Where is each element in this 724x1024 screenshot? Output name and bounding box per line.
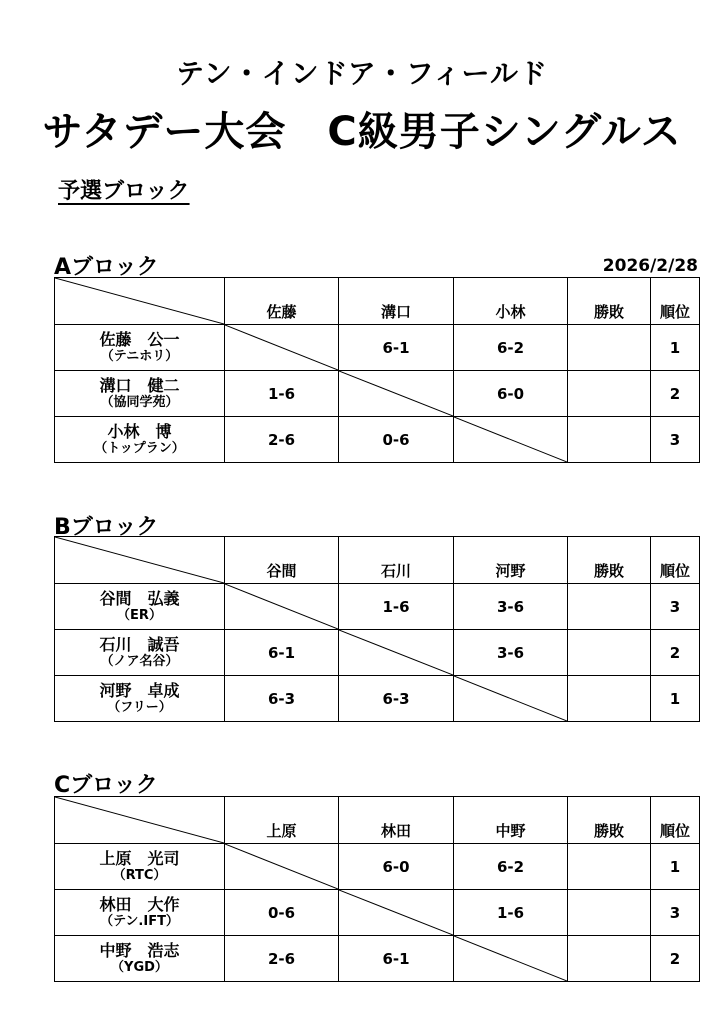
winloss-cell (568, 417, 651, 463)
column-header: 石川 (339, 537, 454, 584)
diagonal-line (55, 537, 224, 583)
column-header: 上原 (225, 797, 339, 844)
self-match-cell (225, 325, 339, 371)
score-cell: 1-6 (454, 890, 568, 936)
corner-cell (55, 278, 225, 325)
block-table-a (54, 277, 700, 463)
player-cell (55, 371, 225, 417)
player-name: 林田 大作 (99, 895, 180, 914)
self-match-cell (225, 584, 339, 630)
score-cell: 6-1 (339, 325, 454, 371)
self-match-cell (454, 936, 568, 982)
column-header: 佐藤 (225, 278, 339, 325)
column-header: 溝口 (339, 278, 454, 325)
diagonal-line (339, 630, 453, 675)
diagonal-line (339, 371, 453, 416)
player-club: （テン.IFT） (100, 914, 179, 929)
player-club: （ノア名谷） (100, 654, 179, 669)
table-row (55, 936, 700, 982)
winloss-cell (568, 890, 651, 936)
table-row (55, 325, 700, 371)
self-match-cell (339, 890, 454, 936)
score-cell: 6-1 (225, 630, 339, 676)
player-name: 谷間 弘義 (99, 589, 180, 608)
corner-cell (55, 537, 225, 584)
winloss-cell (568, 676, 651, 722)
winloss-cell (568, 630, 651, 676)
block-table-b (54, 536, 700, 722)
diagonal-line (225, 844, 338, 889)
player-club: （ER） (117, 608, 162, 623)
player-name: 河野 卓成 (99, 681, 180, 700)
score-cell: 2-6 (225, 936, 339, 982)
winloss-cell (568, 936, 651, 982)
rank-cell: 2 (651, 371, 700, 417)
player-cell (55, 890, 225, 936)
column-header: 谷間 (225, 537, 339, 584)
table-row (55, 584, 700, 630)
self-match-cell (339, 630, 454, 676)
column-header: 河野 (454, 537, 568, 584)
diagonal-line (339, 890, 453, 935)
diagonal-line (454, 417, 567, 462)
player-club: （フリー） (107, 700, 172, 715)
diagonal-line (225, 325, 338, 370)
table-header-row (55, 797, 700, 844)
player-name: 小林 博 (107, 422, 172, 441)
score-cell: 6-0 (339, 844, 454, 890)
corner-cell (55, 797, 225, 844)
player-cell (55, 844, 225, 890)
table-row (55, 630, 700, 676)
player-cell (55, 936, 225, 982)
table-row (55, 371, 700, 417)
self-match-cell (339, 371, 454, 417)
rank-cell: 3 (651, 417, 700, 463)
table-row (55, 417, 700, 463)
rank-cell: 1 (651, 325, 700, 371)
diagonal-line (55, 278, 224, 324)
player-club: （テニホリ） (100, 349, 179, 364)
column-header: 順位 (651, 278, 700, 325)
score-cell: 2-6 (225, 417, 339, 463)
score-cell: 0-6 (339, 417, 454, 463)
player-name: 佐藤 公一 (99, 330, 180, 349)
self-match-cell (454, 676, 568, 722)
score-cell: 6-2 (454, 844, 568, 890)
score-cell: 3-6 (454, 584, 568, 630)
score-cell: 6-1 (339, 936, 454, 982)
score-cell: 1-6 (225, 371, 339, 417)
rank-cell: 1 (651, 676, 700, 722)
score-cell: 6-2 (454, 325, 568, 371)
player-club: （協同学苑） (100, 395, 179, 410)
section-heading: 予選ブロック (58, 179, 190, 204)
player-name: 溝口 健二 (99, 376, 180, 395)
player-name: 中野 浩志 (99, 941, 180, 960)
column-header: 順位 (651, 797, 700, 844)
block-title-c: Cブロック (54, 773, 158, 798)
score-cell: 1-6 (339, 584, 454, 630)
player-club: （トップラン） (94, 441, 185, 456)
player-name: 上原 光司 (99, 849, 180, 868)
column-header: 勝敗 (568, 537, 651, 584)
column-header: 勝敗 (568, 278, 651, 325)
table-row (55, 676, 700, 722)
table-row (55, 890, 700, 936)
page-title-venue: テン・インドア・フィールド (176, 57, 548, 90)
player-cell (55, 630, 225, 676)
diagonal-line (454, 676, 567, 721)
page-title-event: サタデー大会 C級男子シングルス (42, 109, 682, 155)
diagonal-line (454, 936, 567, 981)
player-cell (55, 325, 225, 371)
rank-cell: 2 (651, 630, 700, 676)
diagonal-line (225, 584, 338, 629)
score-cell: 6-3 (339, 676, 454, 722)
player-cell (55, 584, 225, 630)
player-cell (55, 417, 225, 463)
block-title-b: Bブロック (54, 515, 159, 540)
score-cell: 6-3 (225, 676, 339, 722)
self-match-cell (454, 417, 568, 463)
column-header: 勝敗 (568, 797, 651, 844)
winloss-cell (568, 371, 651, 417)
player-club: （RTC） (112, 868, 167, 883)
table-header-row (55, 278, 700, 325)
column-header: 林田 (339, 797, 454, 844)
player-name: 石川 誠吾 (99, 635, 180, 654)
score-cell: 6-0 (454, 371, 568, 417)
block-title-a: Aブロック (54, 255, 159, 280)
winloss-cell (568, 325, 651, 371)
table-header-row (55, 537, 700, 584)
winloss-cell (568, 584, 651, 630)
rank-cell: 2 (651, 936, 700, 982)
diagonal-line (55, 797, 224, 843)
block-table-c (54, 796, 700, 982)
rank-cell: 3 (651, 584, 700, 630)
winloss-cell (568, 844, 651, 890)
column-header: 順位 (651, 537, 700, 584)
event-date: 2026/2/28 (602, 256, 698, 276)
rank-cell: 3 (651, 890, 700, 936)
player-cell (55, 676, 225, 722)
rank-cell: 1 (651, 844, 700, 890)
self-match-cell (225, 844, 339, 890)
player-club: （YGD） (111, 960, 168, 975)
column-header: 中野 (454, 797, 568, 844)
score-cell: 3-6 (454, 630, 568, 676)
column-header: 小林 (454, 278, 568, 325)
table-row (55, 844, 700, 890)
score-cell: 0-6 (225, 890, 339, 936)
